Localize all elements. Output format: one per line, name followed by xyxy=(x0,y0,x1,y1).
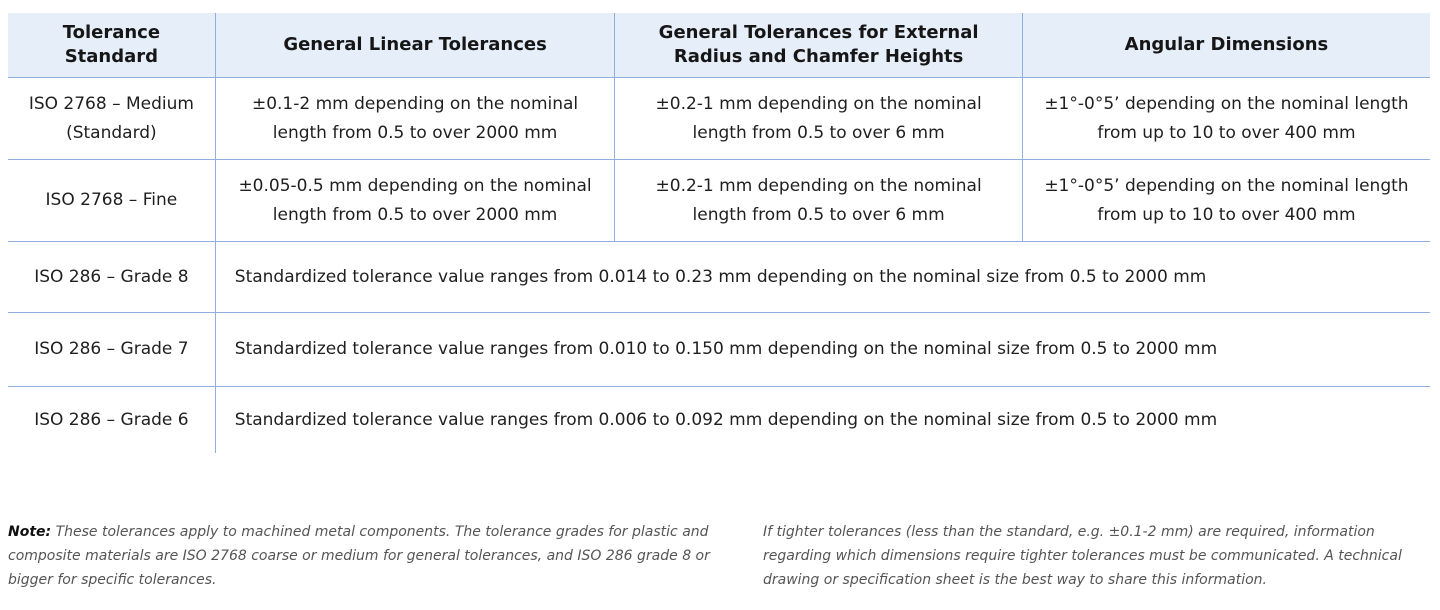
cell-linear: ±0.05-0.5 mm depending on the nominal length from 0.5 to over 2000 mm xyxy=(215,160,615,242)
table-row xyxy=(8,313,1430,387)
cell-angular: ±1°-0°5’ depending on the nominal length from up to 10 to over 400 mm xyxy=(1022,160,1430,242)
cell-span-description: Standardized tolerance value ranges from 0.014 to 0.23 mm depending on the nominal size from 0.5 to 2000 mm xyxy=(215,242,1430,313)
header-angular-dimensions: Angular Dimensions xyxy=(1022,13,1430,78)
tolerance-table xyxy=(8,13,1430,453)
table-row xyxy=(8,387,1430,454)
cell-span-description: Standardized tolerance value ranges from 0.010 to 0.150 mm depending on the nominal size from 0.5 to 2000 mm xyxy=(215,313,1430,387)
note-right-text: If tighter tolerances (less than the standard, e.g. ±0.1-2 mm) are required, information regarding which dimensions require tighter tolerances must be communicated. A technical drawing or specification sheet is the best way to share this information. xyxy=(763,524,1402,588)
table-header-row xyxy=(8,13,1430,78)
table-row xyxy=(8,242,1430,313)
cell-span-description: Standardized tolerance value ranges from 0.006 to 0.092 mm depending on the nominal size from 0.5 to 2000 mm xyxy=(215,387,1430,454)
table-row xyxy=(8,160,1430,242)
note-label: Note: xyxy=(8,524,52,540)
cell-standard: ISO 2768 – Medium (Standard) xyxy=(8,78,215,160)
cell-radius: ±0.2-1 mm depending on the nominal length from 0.5 to over 6 mm xyxy=(615,78,1023,160)
cell-radius: ±0.2-1 mm depending on the nominal length from 0.5 to over 6 mm xyxy=(615,160,1023,242)
header-radius-chamfer: General Tolerances for External Radius and Chamfer Heights xyxy=(615,13,1023,78)
note-right xyxy=(763,520,1423,592)
table-row xyxy=(8,78,1430,160)
note-left xyxy=(8,520,744,592)
header-linear-tolerances: General Linear Tolerances xyxy=(215,13,615,78)
cell-standard: ISO 286 – Grade 7 xyxy=(8,313,215,387)
cell-standard: ISO 286 – Grade 6 xyxy=(34,409,189,430)
note-left-text: These tolerances apply to machined metal components. The tolerance grades for plastic and composite materials are ISO 2768 coarse or medium for general tolerances, and ISO 286 grade 8 or bigger for specific tolerances. xyxy=(8,524,710,588)
header-tolerance-standard: Tolerance Standard xyxy=(8,13,215,78)
cell-standard: ISO 286 – Grade 8 xyxy=(8,242,215,313)
cell-angular: ±1°-0°5’ depending on the nominal length from up to 10 to over 400 mm xyxy=(1022,78,1430,160)
cell-standard: ISO 2768 – Fine xyxy=(8,160,215,242)
cell-linear: ±0.1-2 mm depending on the nominal length from 0.5 to over 2000 mm xyxy=(215,78,615,160)
